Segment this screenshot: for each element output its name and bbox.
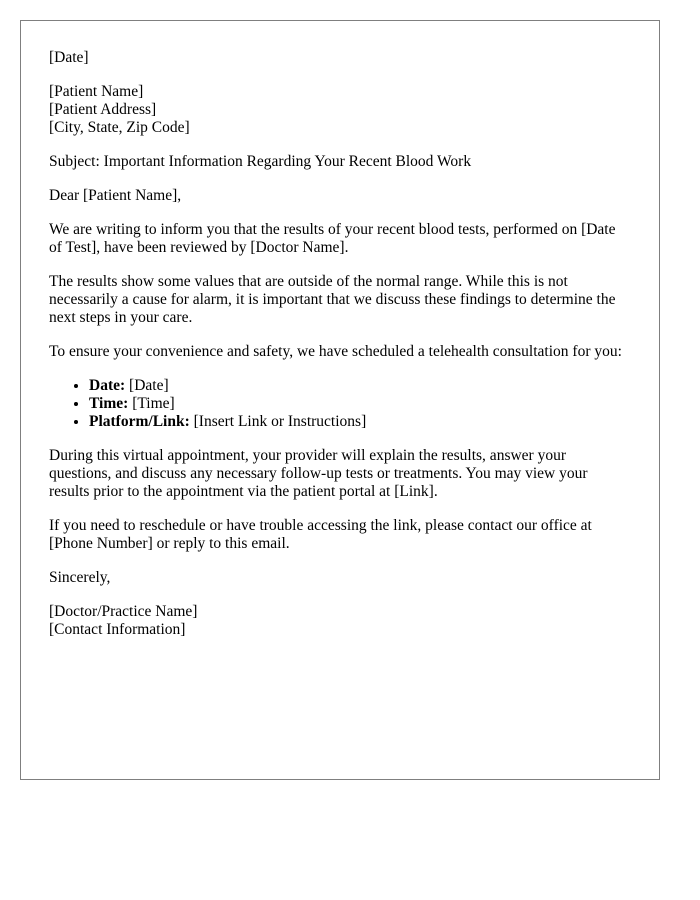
letter-salutation: Dear [Patient Name],	[49, 187, 182, 204]
letter-date: [Date]	[49, 49, 89, 66]
body-paragraph-outside-range: The results show some values that are outside of the normal range. While this is not necessarily a cause for alarm, it is important that we discuss these findings to determine the next steps in your care.	[49, 273, 616, 326]
body-paragraph-reschedule: If you need to reschedule or have trouble accessing the link, please contact our office at [Phone Number] or reply to this email.	[49, 517, 592, 552]
recipient-address-block	[49, 83, 631, 137]
appointment-details-list	[49, 377, 631, 431]
signature-contact: [Contact Information]	[49, 621, 186, 638]
appointment-time-item	[89, 395, 631, 413]
signature-block	[49, 603, 631, 639]
appointment-date-value: [Date]	[125, 377, 169, 394]
appointment-platform-value: [Insert Link or Instructions]	[189, 413, 367, 430]
letter-closing: Sincerely,	[49, 569, 111, 586]
appointment-time-value: [Time]	[128, 395, 175, 412]
letter-page	[20, 20, 660, 780]
appointment-platform-item	[89, 413, 631, 431]
signature-name: [Doctor/Practice Name]	[49, 603, 198, 620]
appointment-date-label: Date:	[89, 377, 126, 394]
body-paragraph-virtual-appointment: During this virtual appointment, your provider will explain the results, answer your questions, and discuss any necessary follow-up tests or treatments. You may view your results prior to the appointment via the patient portal at [Link].	[49, 447, 588, 500]
recipient-name: [Patient Name]	[49, 83, 144, 100]
appointment-date-item	[89, 377, 631, 395]
body-paragraph-telehealth-scheduled: To ensure your convenience and safety, we have scheduled a telehealth consultation for you:	[49, 343, 622, 360]
recipient-address: [Patient Address]	[49, 101, 157, 118]
recipient-city-state-zip: [City, State, Zip Code]	[49, 119, 190, 136]
appointment-time-label: Time:	[89, 395, 129, 412]
body-paragraph-results-reviewed: We are writing to inform you that the results of your recent blood tests, performed on [Date of Test], have been reviewed by [Doctor Name].	[49, 221, 616, 256]
letter-subject: Subject: Important Information Regarding Your Recent Blood Work	[49, 153, 472, 170]
appointment-platform-label: Platform/Link:	[89, 413, 190, 430]
